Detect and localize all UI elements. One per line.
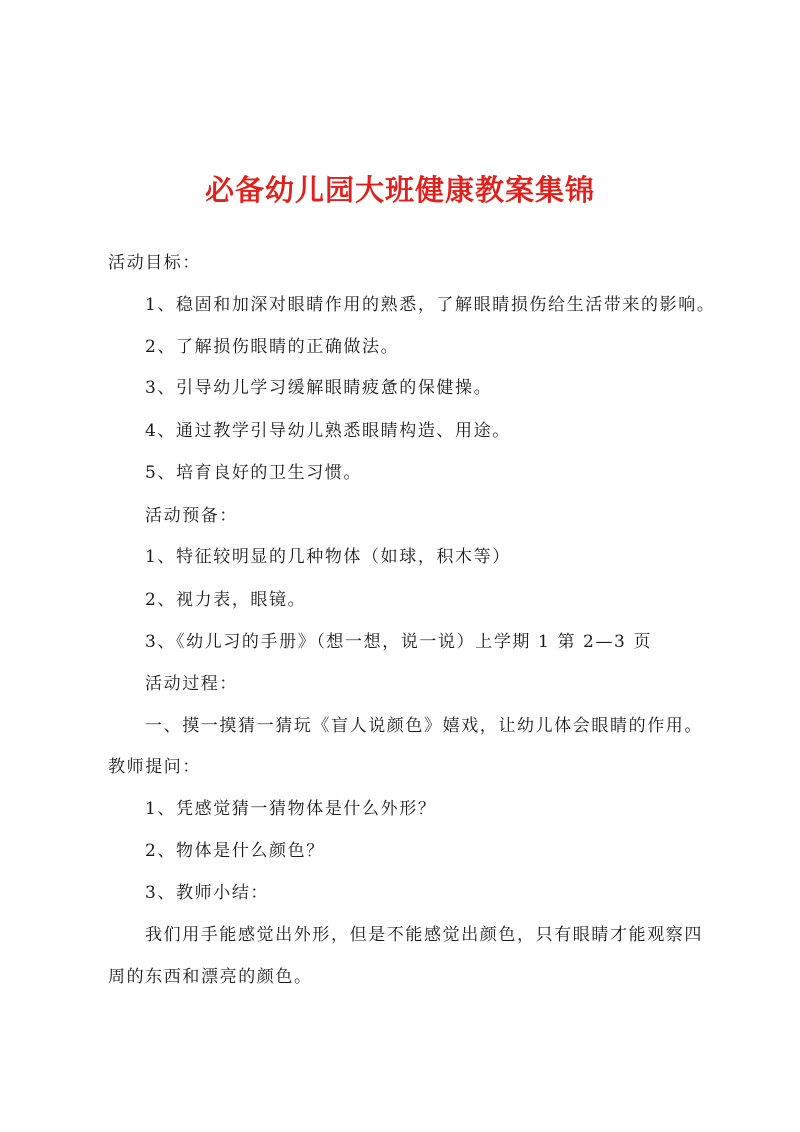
document-title: 必备幼儿园大班健康教案集锦 [204,173,595,207]
section-heading-process: 活动过程： [145,674,238,694]
paragraph-line: 2、物体是什么颜色？ [145,841,325,861]
paragraph-line: 5、培育良好的卫生习惯。 [145,463,363,483]
section-heading-preparation: 活动预备： [145,506,238,526]
paragraph-line: 一、摸一摸猜一猜玩《盲人说颜色》嬉戏，让幼儿体会眼睛的作用。 [145,716,703,736]
paragraph-line: 1、特征较明显的几种物体（如球，积木等） [145,547,511,567]
paragraph-line: 3、引导幼儿学习缓解眼睛疲惫的保健操。 [145,378,493,398]
paragraph-line: 2、视力表，眼镜。 [145,590,307,610]
paragraph-line: 我们用手能感觉出外形，但是不能感觉出颜色，只有眼睛才能观察四 [145,925,703,945]
paragraph-line: 教师提问： [108,757,201,777]
paragraph-line: 4、通过教学引导幼儿熟悉眼睛构造、用途。 [145,421,511,441]
paragraph-line: 3、教师小结： [145,883,270,903]
paragraph-line: 2、了解损伤眼睛的正确做法。 [145,337,400,357]
paragraph-line: 1、稳固和加深对眼睛作用的熟悉，了解眼睛损伤给生活带来的影响。 [145,295,716,315]
paragraph-line: 周的东西和漂亮的颜色。 [108,967,313,987]
paragraph-line: 1、凭感觉猜一猜物体是什么外形？ [145,799,437,819]
paragraph-line: 3、《幼儿习的手册》（想一想，说一说）上学期 1 第 2—3 页 [145,632,653,652]
section-heading-goals: 活动目标： [108,253,201,273]
